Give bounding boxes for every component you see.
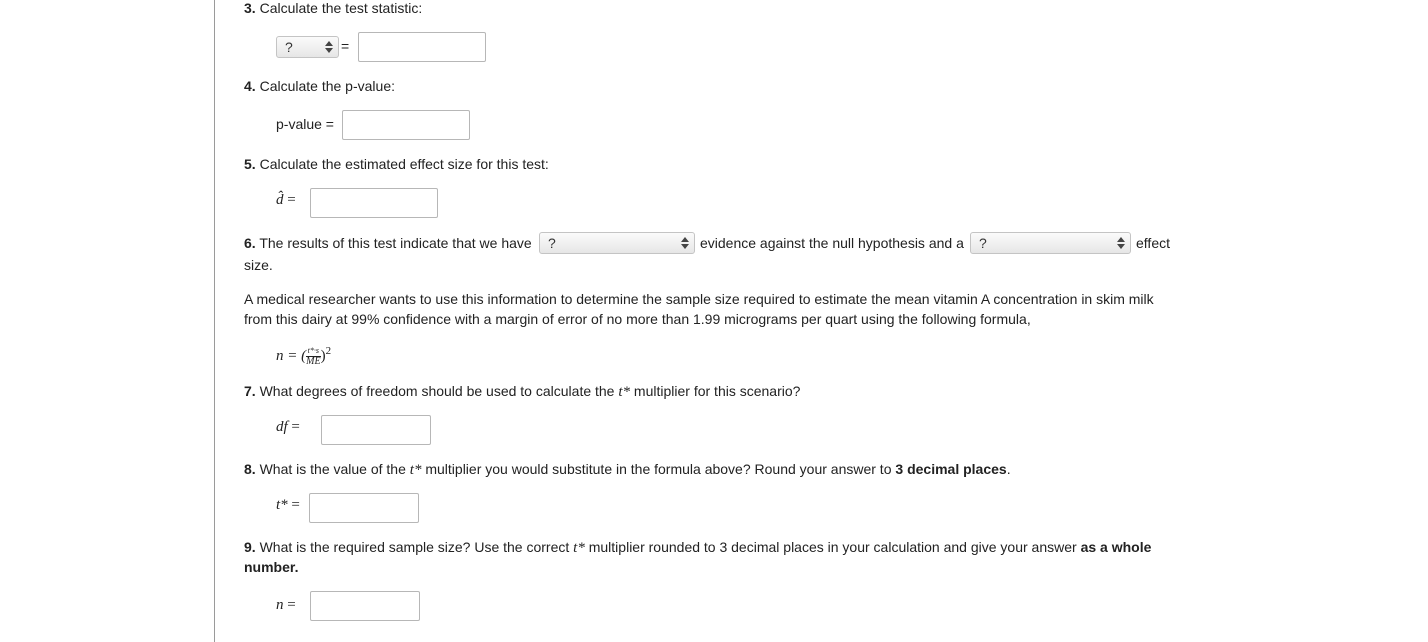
left-divider (214, 0, 215, 642)
question-text-end: . (1006, 461, 1011, 477)
evidence-strength-select[interactable] (539, 232, 695, 254)
question-text: What degrees of freedom should be used to calculate the (259, 383, 615, 399)
formula-lhs: n = ( (276, 348, 307, 364)
question-number: 4. (244, 78, 256, 94)
question-text: What is the value of the (259, 461, 406, 477)
p-value-input[interactable] (342, 110, 470, 140)
t-star-label (276, 497, 300, 514)
question-5 (244, 156, 549, 172)
select-value: ? (979, 235, 987, 251)
sample-size-label (276, 597, 296, 614)
question-9-wrap (244, 559, 298, 575)
t-star-symbol: t* (276, 497, 288, 513)
question-text-middle: multiplier you would substitute in the formula above? Round your answer to (425, 461, 892, 477)
whole-number-emphasis-end: number. (244, 559, 299, 575)
sample-size-input[interactable] (310, 591, 420, 621)
select-value: ? (548, 235, 556, 251)
question-8 (244, 461, 1011, 479)
scenario-paragraph-line-1: A medical researcher wants to use this information to determine the sample size required to estimate the mean vitamin A concentration in skim milk (244, 291, 1154, 307)
equals-sign: = (287, 597, 296, 613)
effect-size-input[interactable] (310, 188, 438, 218)
test-statistic-select[interactable] (276, 36, 339, 58)
formula-denominator: ME (306, 356, 321, 368)
d-hat-symbol: d̂ (276, 192, 284, 208)
question-text-end: multiplier for this scenario? (633, 383, 801, 399)
equals-sign: = (287, 192, 296, 208)
df-symbol: df (276, 419, 288, 435)
question-6-middle-text: evidence against the null hypothesis and a (700, 235, 964, 251)
question-text: What is the required sample size? Use the correct (259, 539, 570, 555)
question-6 (244, 235, 532, 251)
question-9 (244, 539, 1151, 557)
equals-sign: = (291, 497, 300, 513)
formula-power: 2 (325, 345, 332, 357)
question-number: 5. (244, 156, 256, 172)
formula-rhs: ) (320, 348, 326, 364)
question-number: 9. (244, 539, 256, 555)
question-4 (244, 78, 395, 94)
test-statistic-input[interactable] (358, 32, 486, 62)
question-number: 6. (244, 235, 256, 251)
select-arrows-icon (325, 40, 333, 54)
equals-sign: = (341, 38, 350, 54)
n-symbol: n (276, 597, 284, 613)
rounding-emphasis: 3 decimal places (895, 461, 1007, 477)
question-text-middle: multiplier rounded to 3 decimal places in your calculation and give your answer (588, 539, 1077, 555)
question-number: 8. (244, 461, 256, 477)
question-number: 3. (244, 0, 256, 16)
question-text: Calculate the test statistic: (259, 0, 423, 16)
question-text: The results of this test indicate that we have (259, 235, 532, 251)
question-number: 7. (244, 383, 256, 399)
question-6-end-text: effect (1136, 235, 1170, 251)
select-value: ? (285, 39, 293, 55)
t-star-symbol: t* (409, 462, 422, 478)
equals-sign: = (291, 419, 300, 435)
effect-size-magnitude-select[interactable] (970, 232, 1131, 254)
df-input[interactable] (321, 415, 431, 445)
effect-size-label (276, 192, 296, 209)
t-star-input[interactable] (309, 493, 419, 523)
whole-number-emphasis: as a whole (1080, 539, 1152, 555)
question-6-wrap-text: size. (244, 257, 273, 273)
select-arrows-icon (681, 236, 689, 250)
t-star-symbol: t* (573, 540, 585, 556)
question-text: Calculate the p-value: (259, 78, 395, 94)
scenario-paragraph-line-2: from this dairy at 99% confidence with a margin of error of no more than 1.99 micrograms per quart using the following formula, (244, 311, 1031, 327)
p-value-label: p-value = (276, 116, 334, 132)
question-7 (244, 383, 800, 401)
question-text: Calculate the estimated effect size for this test: (259, 156, 549, 172)
sample-size-formula (276, 345, 331, 367)
formula-numerator: t*·s (307, 346, 320, 356)
select-arrows-icon (1117, 236, 1125, 250)
question-3 (244, 0, 422, 16)
formula-fraction (306, 346, 320, 367)
t-star-symbol: t* (618, 384, 631, 400)
df-label (276, 419, 300, 436)
